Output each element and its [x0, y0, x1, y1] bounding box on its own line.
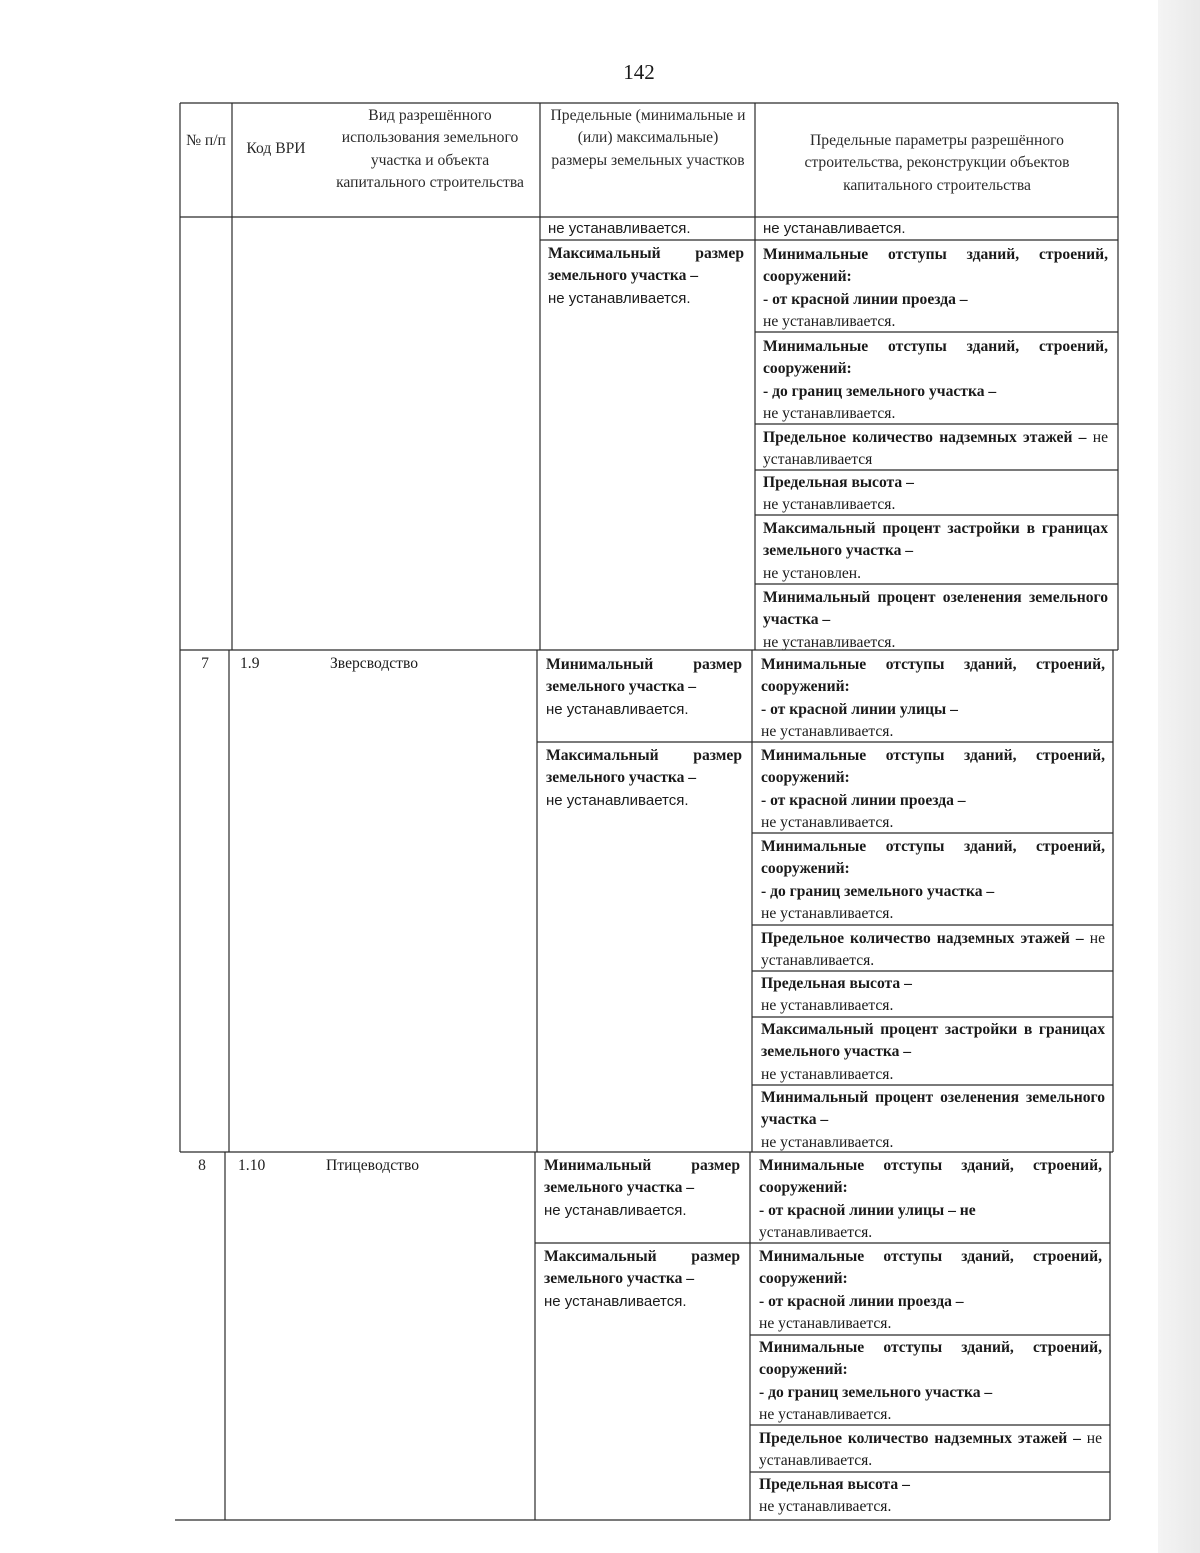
row-8-num: 8 [198, 1157, 206, 1174]
param-title: Минимальный процент озеленения земельного участка – [763, 589, 1108, 629]
prev-param-0: не устанавливается. [763, 220, 906, 237]
param-title: Минимальные отступы зданий, строений, сооружений: [761, 747, 1105, 787]
size-min-title: Минимальный размер земельного участка – [544, 1157, 740, 1197]
row-8-param-0 [759, 1155, 1102, 1245]
param-line: - от красной линии проезда – [759, 1292, 964, 1310]
prev-param-5 [763, 518, 1108, 585]
header-num: № п/п [186, 132, 226, 149]
param-value: не устанавливается. [759, 1430, 1102, 1470]
row-7-param-6 [761, 1087, 1105, 1154]
size-max-value: не устанавливается. [546, 791, 689, 809]
param-title: Предельное количество надземных этажей – [761, 930, 1084, 947]
prev-size-tail: не устанавливается. [548, 220, 691, 237]
row-7-param-2 [761, 836, 1105, 926]
scan-edge [1158, 0, 1200, 1553]
param-value: не устанавливается. [761, 1065, 894, 1083]
row-8-param-4 [759, 1474, 1102, 1519]
param-value: не устанавливается. [761, 814, 894, 832]
param-value: устанавливается. [759, 1224, 873, 1242]
size-min-value: не устанавливается. [544, 1201, 687, 1219]
row-7-param-0 [761, 654, 1105, 744]
param-title: Предельное количество надземных этажей – [763, 429, 1087, 446]
param-title: Минимальный процент озеленения земельного участка – [761, 1089, 1105, 1129]
param-title: Минимальные отступы зданий, строений, сооружений: [759, 1339, 1102, 1379]
param-value: не устанавливается. [761, 997, 894, 1015]
param-value: не устанавливается. [763, 313, 896, 331]
row-7-size-min [546, 654, 742, 721]
param-title: Минимальные отступы зданий, строений, сооружений: [763, 338, 1108, 378]
param-line: - до границ земельного участка – [761, 882, 995, 900]
param-title: Минимальные отступы зданий, строений, сооружений: [761, 838, 1105, 878]
param-line: - до границ земельного участка – [763, 382, 997, 400]
row-8-code: 1.10 [238, 1157, 266, 1174]
row-7-name: Зверсводство [330, 655, 419, 672]
param-title: Минимальные отступы зданий, строений, сооружений: [763, 246, 1108, 286]
row-8-name: Птицеводство [326, 1157, 420, 1174]
param-line: - от красной линии улицы – не [759, 1201, 976, 1219]
prev-size-max [548, 243, 744, 310]
param-title: Минимальные отступы зданий, строений, сооружений: [761, 656, 1105, 696]
prev-param-1 [763, 244, 1108, 334]
prev-param-4 [763, 472, 1108, 517]
param-value: не устанавливается. [761, 905, 894, 923]
param-title: Максимальный процент застройки в границах земельного участка – [763, 520, 1108, 560]
param-value: не устанавливается. [763, 496, 896, 514]
size-max-value: не устанавливается. [548, 289, 691, 307]
param-title: Минимальные отступы зданий, строений, сооружений: [759, 1157, 1102, 1197]
row-8-size-max [544, 1246, 740, 1313]
prev-param-3 [763, 427, 1108, 472]
param-value: не устанавливается [763, 429, 1108, 469]
page-number: 142 [623, 60, 655, 84]
header-type: Вид разрешённого использования земельного участка и объекта капитального строительства [336, 107, 524, 192]
row-7-param-5 [761, 1019, 1105, 1086]
param-value: не устанавливается. [759, 1315, 892, 1333]
param-title: Минимальные отступы зданий, строений, сооружений: [759, 1248, 1102, 1288]
size-max-title: Максимальный размер земельного участка – [544, 1248, 740, 1288]
param-line: - от красной линии проезда – [763, 290, 968, 308]
row-7-code: 1.9 [240, 655, 260, 672]
param-title: Предельная высота – [761, 975, 912, 992]
param-value: не устанавливается. [759, 1406, 892, 1424]
param-title: Предельная высота – [763, 474, 914, 491]
param-value: не установлен. [763, 564, 862, 582]
row-8-size-min [544, 1155, 740, 1222]
param-value: не устанавливается. [761, 1133, 894, 1151]
row-8-param-2 [759, 1337, 1102, 1427]
header-params: Предельные параметры разрешённого строительства, реконструкции объектов капитального строительства [804, 132, 1070, 194]
size-max-value: не устанавливается. [544, 1292, 687, 1310]
row-8-param-3 [759, 1428, 1102, 1473]
param-line: - от красной линии проезда – [761, 791, 966, 809]
row-7-param-1 [761, 745, 1105, 835]
param-title: Предельная высота – [759, 1476, 910, 1493]
param-value: не устанавливается. [761, 723, 894, 741]
param-value: не устанавливается. [761, 930, 1106, 970]
param-title: Предельное количество надземных этажей – [759, 1430, 1081, 1447]
size-min-title: Минимальный размер земельного участка – [546, 656, 742, 696]
param-value: не устанавливается. [763, 633, 896, 651]
param-value: не устанавливается. [759, 1498, 892, 1516]
prev-param-2 [763, 336, 1108, 426]
prev-param-6 [763, 587, 1108, 654]
row-8-param-1 [759, 1246, 1102, 1336]
param-title: Максимальный процент застройки в границах земельного участка – [761, 1021, 1105, 1061]
size-min-value: не устанавливается. [546, 700, 689, 718]
param-line: - до границ земельного участка – [759, 1383, 993, 1401]
header-code: Код ВРИ [246, 140, 306, 157]
row-7-num: 7 [201, 655, 209, 672]
size-max-title: Максимальный размер земельного участка – [546, 747, 742, 787]
row-7-param-3 [761, 928, 1105, 973]
param-line: - от красной линии улицы – [761, 700, 958, 718]
size-max-title: Максимальный размер земельного участка – [548, 245, 744, 285]
header-sizes: Предельные (минимальные и (или) максимальные) размеры земельных участков [550, 107, 746, 169]
row-7-param-4 [761, 973, 1105, 1018]
param-value: не устанавливается. [763, 405, 896, 423]
row-7-size-max [546, 745, 742, 812]
